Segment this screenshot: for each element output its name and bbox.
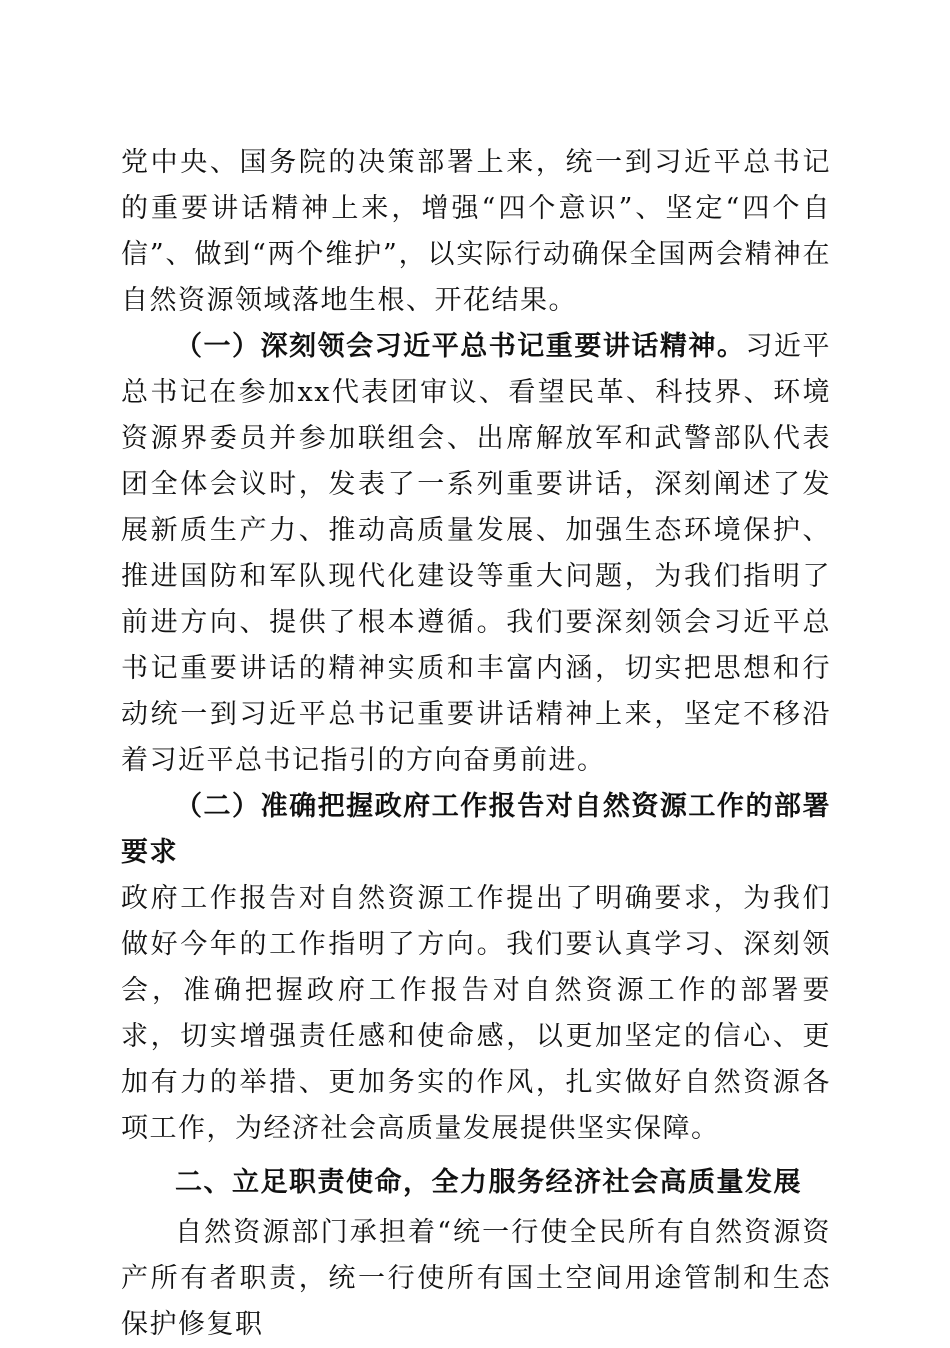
section-2-heading: （二）准确把握政府工作报告对自然资源工作的部署要求 <box>121 791 831 868</box>
paragraph-section-1 <box>121 324 831 784</box>
section-1-body: 习近平总书记在参加xx代表团审议、看望民革、科技界、环境资源界委员并参加联组会、出席解放军和武警部队代表团全体会议时，发表了一系列重要讲话，深刻阐述了发展新质生产力、推动高质量发展、加强生态环境保护、推进国防和军队现代化建设等重大问题，为我们指明了前进方向、提供了根本遵循。我们要深刻领会习近平总书记重要讲话的精神实质和丰富内涵，切实把思想和行动统一到习近平总书记重要讲话精神上来，坚定不移沿着习近平总书记指引的方向奋勇前进。 <box>121 331 832 776</box>
part-2-body: 自然资源部门承担着“统一行使全民所有自然资源资产所有者职责，统一行使所有国土空间用途管制和生态保护修复职 <box>121 1217 831 1340</box>
part-2-heading: 二、立足职责使命，全力服务经济社会高质量发展 <box>175 1167 802 1198</box>
section-1-heading: （一）深刻领会习近平总书记重要讲话精神。 <box>175 331 746 362</box>
document-body <box>121 140 831 1348</box>
paragraph-continued: 党中央、国务院的决策部署上来，统一到习近平总书记的重要讲话精神上来，增强“四个意识”、坚定“四个自信”、做到“两个维护”，以实际行动确保全国两会精神在自然资源领域落地生根、开花结果。 <box>121 147 831 316</box>
section-2-body: 政府工作报告对自然资源工作提出了明确要求，为我们做好今年的工作指明了方向。我们要认真学习、深刻领会，准确把握政府工作报告对自然资源工作的部署要求，切实增强责任感和使命感，以更加坚定的信心、更加有力的举措、更加务实的作风，扎实做好自然资源各项工作，为经济社会高质量发展提供坚实保障。 <box>121 883 831 1144</box>
